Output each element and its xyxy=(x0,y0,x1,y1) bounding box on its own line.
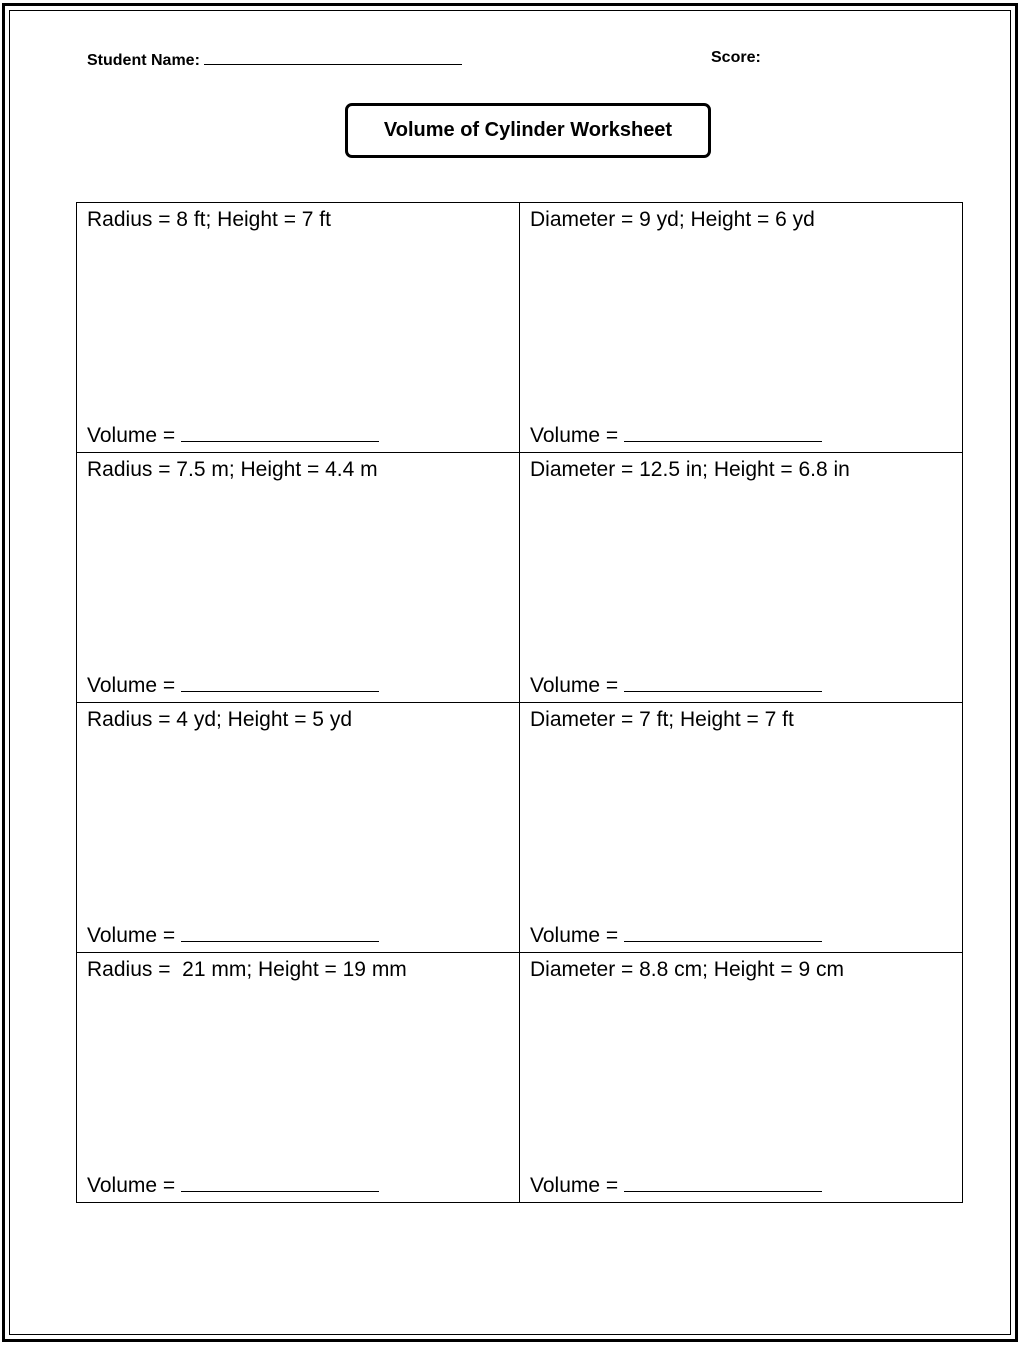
problem-cell xyxy=(77,203,520,453)
answer-line[interactable] xyxy=(181,423,379,442)
problem-cell xyxy=(520,203,963,453)
score-field xyxy=(711,48,761,68)
score-label: Score: xyxy=(711,49,761,66)
answer-line[interactable] xyxy=(624,423,822,442)
answer-line[interactable] xyxy=(181,673,379,692)
answer-line[interactable] xyxy=(624,1173,822,1192)
answer-line[interactable] xyxy=(181,1173,379,1192)
volume-answer xyxy=(530,422,822,450)
volume-label: Volume = xyxy=(530,674,619,697)
problem-statement: Diameter = 7 ft; Height = 7 ft xyxy=(530,708,794,731)
problem-statement: Radius = 21 mm; Height = 19 mm xyxy=(87,958,407,981)
volume-label: Volume = xyxy=(87,424,176,447)
volume-answer xyxy=(530,672,822,700)
answer-line[interactable] xyxy=(624,673,822,692)
volume-label: Volume = xyxy=(530,924,619,947)
student-name-label: Student Name: xyxy=(87,52,200,69)
volume-answer xyxy=(87,672,379,700)
worksheet-title: Volume of Cylinder Worksheet xyxy=(383,119,673,141)
problem-cell xyxy=(77,703,520,953)
answer-line[interactable] xyxy=(624,923,822,942)
student-name-line[interactable] xyxy=(204,48,462,65)
problem-cell xyxy=(520,453,963,703)
problem-row xyxy=(77,453,963,703)
problem-statement: Diameter = 8.8 cm; Height = 9 cm xyxy=(530,958,844,981)
volume-answer xyxy=(87,922,379,950)
problem-statement: Radius = 8 ft; Height = 7 ft xyxy=(87,208,331,231)
problem-statement: Diameter = 12.5 in; Height = 6.8 in xyxy=(530,458,850,481)
title-box xyxy=(345,103,711,158)
problem-cell xyxy=(77,453,520,703)
volume-label: Volume = xyxy=(87,674,176,697)
volume-answer xyxy=(530,922,822,950)
problem-cell xyxy=(77,953,520,1203)
volume-label: Volume = xyxy=(530,424,619,447)
problem-row xyxy=(77,203,963,453)
problem-grid xyxy=(76,202,963,1203)
volume-label: Volume = xyxy=(87,1174,176,1197)
problem-statement: Diameter = 9 yd; Height = 6 yd xyxy=(530,208,815,231)
volume-answer xyxy=(530,1172,822,1200)
answer-line[interactable] xyxy=(181,923,379,942)
volume-answer xyxy=(87,1172,379,1200)
problem-cell xyxy=(520,703,963,953)
problem-row xyxy=(77,703,963,953)
problem-cell xyxy=(520,953,963,1203)
problem-statement: Radius = 4 yd; Height = 5 yd xyxy=(87,708,352,731)
problem-row xyxy=(77,953,963,1203)
problem-statement: Radius = 7.5 m; Height = 4.4 m xyxy=(87,458,378,481)
volume-label: Volume = xyxy=(530,1174,619,1197)
student-name-field xyxy=(87,48,462,71)
volume-label: Volume = xyxy=(87,924,176,947)
volume-answer xyxy=(87,422,379,450)
